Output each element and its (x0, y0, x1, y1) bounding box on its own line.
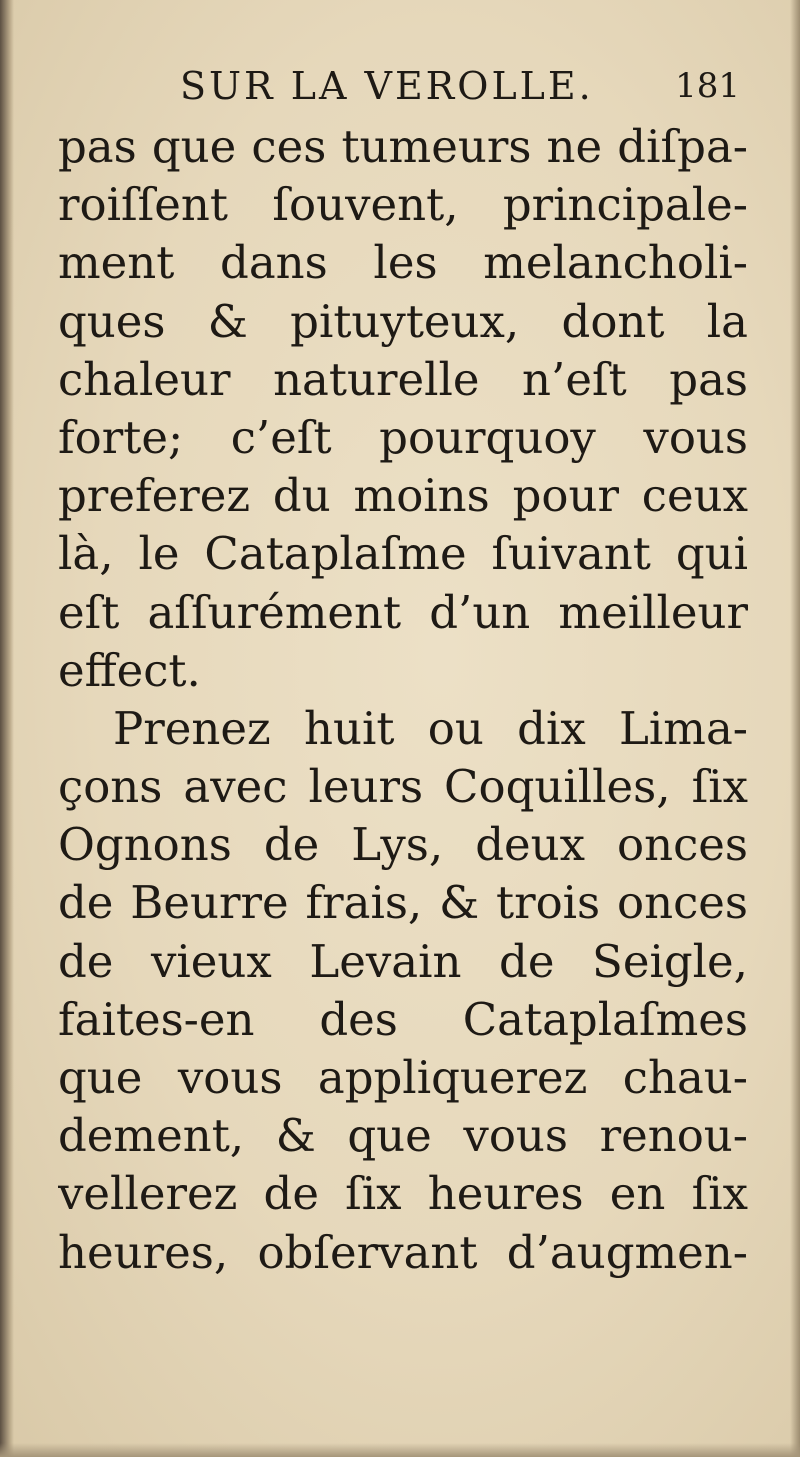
text-line: faites-en des Cataplaſmes (58, 992, 748, 1046)
text-line: que vous appliquerez chau- (58, 1051, 748, 1104)
text-line: roiſſent ſouvent, principale- (58, 178, 748, 232)
text-line-paragraph-end: effect. (58, 643, 201, 697)
running-head: SUR LA VEROLLE. (180, 64, 594, 108)
text-line: de Beurre frais, & trois onces (58, 876, 748, 930)
text-line: ment dans les melancholi- (58, 236, 748, 290)
page-gutter-shadow (0, 0, 14, 1457)
text-line: preferez du moins pour ceux (58, 469, 748, 523)
page-number: 181 (675, 66, 740, 106)
text-line: chaleur naturelle n’eſt pas (58, 352, 748, 406)
text-line: eſt aſſurément d’un meilleur (58, 585, 748, 639)
page-edge-right (790, 0, 800, 1457)
text-line: Ognons de Lys, deux onces (58, 818, 748, 872)
text-line: là, le Cataplaſme ſuivant qui (58, 527, 748, 581)
text-line: vellerez de ſix heures en ſix (58, 1167, 748, 1221)
body-text (58, 118, 748, 1282)
page-edge-bottom (0, 1443, 800, 1457)
text-line: de vieux Levain de Seigle, (58, 934, 748, 988)
text-line: dement, & que vous renou- (58, 1109, 748, 1163)
text-line: heures, obſervant d’augmen- (58, 1225, 748, 1279)
page-header (180, 56, 740, 116)
text-line: ques & pituyteux, dont la (58, 294, 748, 348)
text-line-paragraph-start: Prenez huit ou dix Lima- (113, 701, 748, 755)
text-line: pas que ces tumeurs ne diſpa- (58, 120, 748, 173)
text-line: forte; c’eſt pourquoy vous (58, 410, 748, 464)
text-line: çons avec leurs Coquilles, ſix (58, 760, 748, 814)
